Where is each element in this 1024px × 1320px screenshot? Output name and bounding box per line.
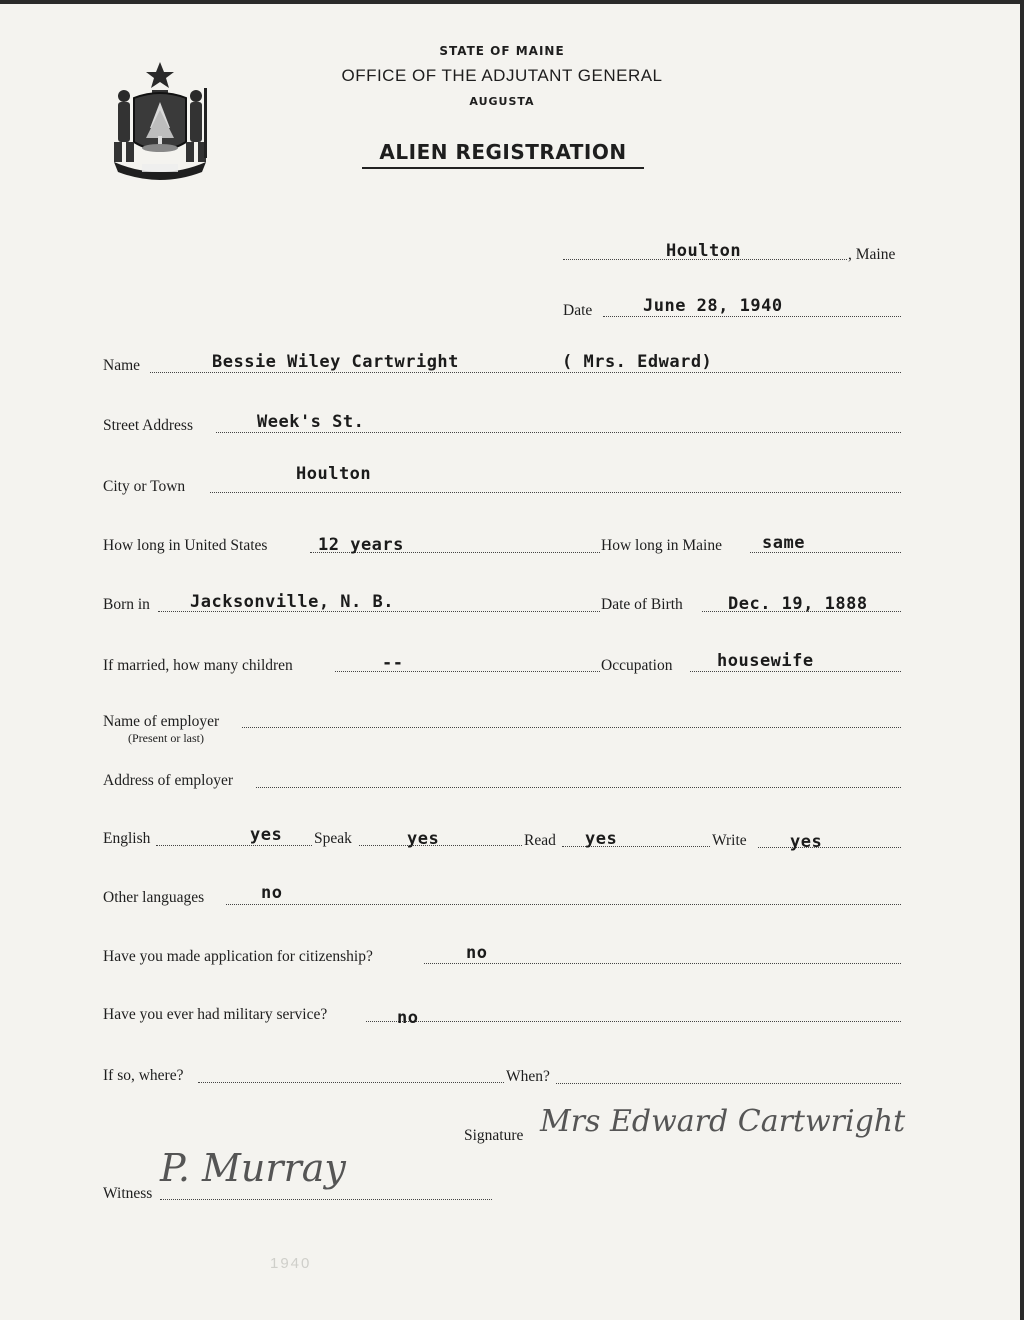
military-line <box>366 1021 901 1022</box>
occupation-label: Occupation <box>601 657 673 674</box>
street-line <box>216 432 901 433</box>
witness-label: Witness <box>103 1185 153 1202</box>
street-label: Street Address <box>103 417 193 434</box>
children-line <box>335 671 600 672</box>
place-value: Houlton <box>666 241 742 261</box>
occupation-value: housewife <box>717 651 814 671</box>
place-suffix: , Maine <box>848 246 896 263</box>
other-languages-value: no <box>261 883 283 903</box>
citizenship-line <box>424 963 901 964</box>
how-long-us-value: 12 years <box>318 535 404 555</box>
speak-label: Speak <box>314 830 352 847</box>
signature-value: Mrs Edward Cartwright <box>540 1104 906 1139</box>
how-long-maine-label: How long in Maine <box>601 537 722 554</box>
military-value: no <box>397 1008 419 1028</box>
date-value: June 28, 1940 <box>643 296 783 316</box>
employer-name-sublabel: (Present or last) <box>128 731 204 745</box>
employer-name-line <box>242 727 901 728</box>
page-right-edge <box>1020 0 1024 1320</box>
speak-value: yes <box>407 829 440 849</box>
header-state: STATE OF MAINE <box>439 44 565 58</box>
witness-signature: P. Murray <box>160 1146 346 1190</box>
name-value: Bessie Wiley Cartwright <box>212 352 459 372</box>
header-office: OFFICE OF THE ADJUTANT GENERAL <box>341 66 663 85</box>
form-title: ALIEN REGISTRATION <box>362 140 644 169</box>
english-label: English <box>103 830 151 847</box>
signature-label: Signature <box>464 1127 524 1144</box>
header-city: AUGUSTA <box>469 95 535 108</box>
street-value: Week's St. <box>257 412 365 432</box>
english-line <box>156 845 312 846</box>
how-long-maine-value: same <box>762 533 805 553</box>
city-value: Houlton <box>296 464 372 484</box>
when-label: When? <box>506 1068 550 1085</box>
military-label: Have you ever had military service? <box>103 1006 328 1023</box>
dob-label: Date of Birth <box>601 596 683 613</box>
dob-value: Dec. 19, 1888 <box>728 594 868 614</box>
english-value: yes <box>250 825 283 845</box>
if-so-where-line <box>198 1082 504 1083</box>
faded-stamp: 1940 <box>270 1255 312 1272</box>
citizenship-label: Have you made application for citizenship? <box>103 948 373 965</box>
other-languages-label: Other languages <box>103 889 205 906</box>
city-line <box>210 492 901 493</box>
if-so-where-label: If so, where? <box>103 1067 184 1084</box>
read-value: yes <box>585 829 618 849</box>
page-top-edge <box>0 0 1024 4</box>
children-value: -- <box>382 653 404 673</box>
speak-line <box>359 845 522 846</box>
write-value: yes <box>790 832 823 852</box>
city-label: City or Town <box>103 478 186 495</box>
write-line <box>758 847 901 848</box>
employer-address-line <box>256 787 901 788</box>
name-alias-value: ( Mrs. Edward) <box>562 352 713 372</box>
read-label: Read <box>524 832 556 849</box>
citizenship-value: no <box>466 943 488 963</box>
occupation-line <box>690 671 901 672</box>
name-label: Name <box>103 357 141 374</box>
employer-name-label: Name of employer <box>103 713 220 730</box>
when-line <box>556 1083 901 1084</box>
how-long-us-label: How long in United States <box>103 537 268 554</box>
other-languages-line <box>226 904 901 905</box>
name-line <box>150 372 901 373</box>
children-label: If married, how many children <box>103 657 293 674</box>
write-label: Write <box>712 832 747 849</box>
date-line <box>603 316 901 317</box>
born-in-value: Jacksonville, N. B. <box>190 592 394 612</box>
born-in-label: Born in <box>103 596 150 613</box>
date-label: Date <box>563 302 593 319</box>
employer-address-label: Address of employer <box>103 772 233 789</box>
witness-line <box>160 1199 492 1200</box>
